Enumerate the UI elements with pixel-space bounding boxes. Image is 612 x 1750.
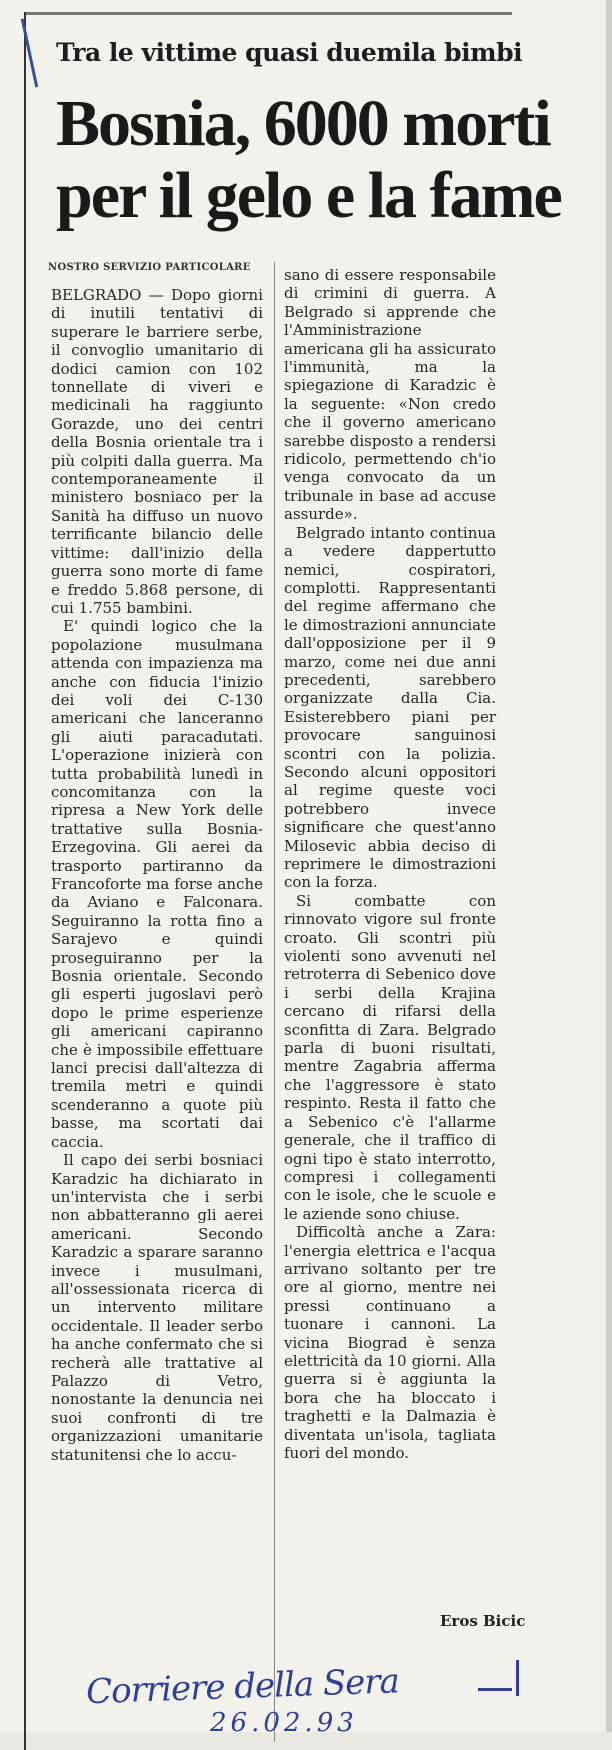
paragraph: BELGRADO — Dopo giorni di inutili tentativi di superare le barriere serbe, il convoglio umanitario di dodici camion con 102 tonnellate di viveri e medicinali ha raggiunto Gorazde, uno dei centri della Bosnia orientale tra i più colpiti dalla guerra. Ma contemporaneamente il ministero bosniaco per la Sanità ha diffuso un nuovo terrificante bilancio delle vittime: dall'inizio della guerra sono morte di fame e freddo 5.868 persone, di cui 1.755 bambini. xyxy=(51,286,263,617)
paragraph: E' quindi logico che la popolazione musulmana attenda con impazienza ma anche con fiducia l'inizio dei voli dei C-130 americani che lanceranno gli aiuti paracadutati. L'operazione inizierà con tutta probabilità lunedì in concomitanza con la ripresa a New York delle trattative sulla Bosnia-Erzegovina. Gli aerei da trasporto partiranno da Francoforte ma forse anche da Aviano e Falconara. Seguiranno la rotta fino a Sarajevo e quindi proseguiranno per la Bosnia orientale. Secondo gli esperti jugoslavi però dopo le prime esperienze gli americani capiranno che è impossibile effettuare lanci precisi dall'altezza di tremila metri e quindi scenderanno a quote più basse, ma scortati dai caccia. xyxy=(51,617,263,1151)
author-signature: Eros Bicic xyxy=(440,1612,526,1630)
kicker: Tra le vittime quasi duemila bimbi xyxy=(56,38,523,67)
paragraph: Il capo dei serbi bosniaci Karadzic ha dichiarato in un'intervista che i serbi non abbatteranno gli aerei americani. Secondo Karadzic a sparare saranno invece i musulmani, all'ossessionata ricerca di un intervento militare occidentale. Il leader serbo ha anche confermato che si recherà alle trattative al Palazzo di Vetro, nonostante la denuncia nei suoi confronti di tre organizzazioni umanitarie statunitensi che lo accu- xyxy=(51,1151,263,1464)
byline: NOSTRO SERVIZIO PARTICOLARE xyxy=(48,262,251,273)
handwritten-date: 26.02.93 xyxy=(210,1708,358,1738)
handwritten-source: Corriere della Sera xyxy=(85,1661,400,1713)
column-rule xyxy=(274,262,275,1742)
paragraph: Si combatte con rinnovato vigore sul fronte croato. Gli scontri più violenti sono avvenuti nel retroterra di Sebenico dove i serbi della Krajina cercano di rifarsi della sconfitta di Zara. Belgrado parla di buoni risultati, mentre Zagabria afferma che l'aggressore è stato respinto. Resta il fatto che a Sebenico c'è l'allarme generale, che il traffico di ogni tipo è stato interrotto, compresi i collegamenti con le isole, che le scuole e le aziende sono chiuse. xyxy=(284,891,496,1223)
headline-line-1: Bosnia, 6000 morti xyxy=(56,87,550,160)
left-rule xyxy=(24,12,26,1750)
column-left xyxy=(51,286,263,1464)
paper-edge xyxy=(606,0,612,1732)
headline xyxy=(56,88,576,232)
column-right xyxy=(284,266,496,1462)
paragraph: Belgrado intanto continua a vedere dappertutto nemici, cospiratori, complotti. Rappresentanti del regime affermano che le dimostrazioni annunciate dall'opposizione per il 9 marzo, come nei due anni precedenti, sarebbero organizzate dalla Cia. Esisterebbero piani per provocare sanguinosi scontri con la polizia. Secondo alcuni oppositori al regime queste voci potrebbero invece significare che quest'anno Milosevic abbia deciso di reprimere le dimostrazioni con la forza. xyxy=(284,523,496,892)
pen-stroke xyxy=(516,1660,519,1696)
paragraph: Difficoltà anche a Zara: l'energia elettrica e l'acqua arrivano soltanto per tre ore al giorno, mentre nei pressi continuano a tuonare i cannoni. La vicina Biograd è senza elettricità da 10 giorni. Alla guerra si è aggiunta la bora che ha bloccato i traghetti e la Dalmazia è diventata un'isola, tagliata fuori del mondo. xyxy=(284,1223,496,1462)
paragraph: sano di essere responsabile di crimini di guerra. A Belgrado si apprende che l'Amministrazione americana gli ha assicurato l'immunità, ma la spiegazione di Karadzic è la seguente: «Non credo che il governo americano sarebbe disposto a rendersi ridicolo, permettendo ch'io venga convocato da un tribunale in base ad accuse assurde». xyxy=(284,266,496,524)
pen-stroke xyxy=(478,1688,512,1691)
headline-line-2: per il gelo e la fame xyxy=(56,159,561,232)
top-rule xyxy=(26,12,512,15)
